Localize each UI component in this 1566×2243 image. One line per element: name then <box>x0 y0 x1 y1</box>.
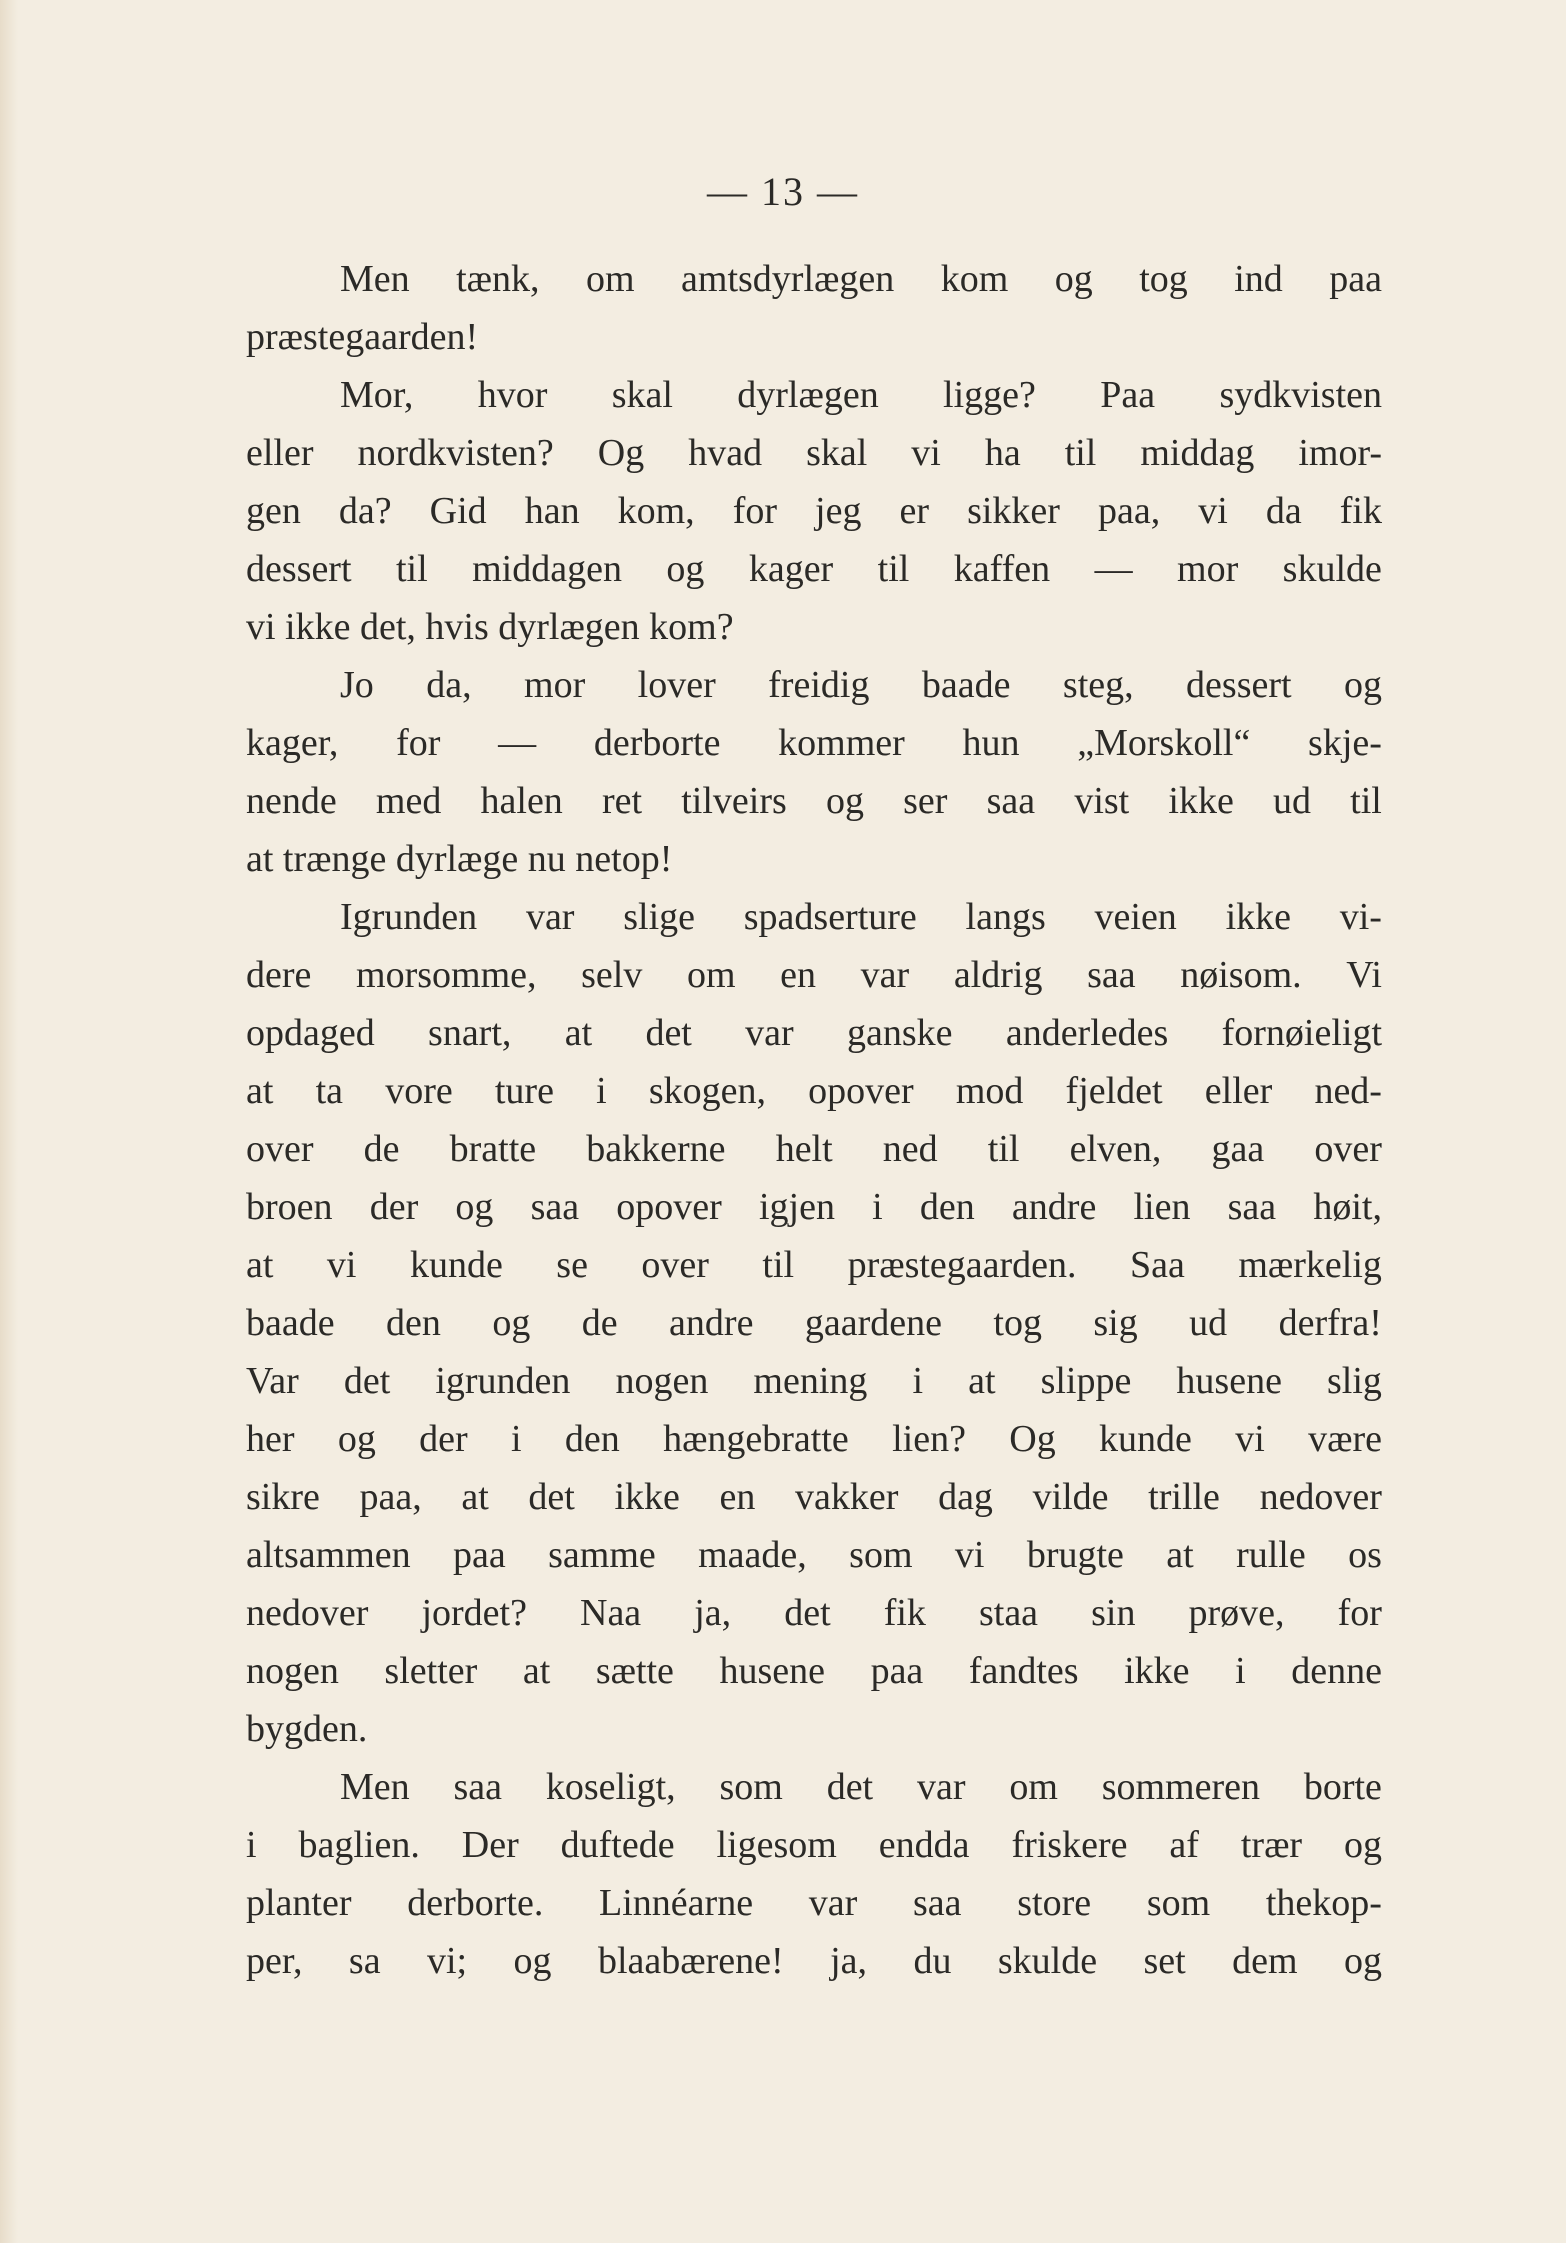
text-line: vi ikke det, hvis dyrlægen kom? <box>246 606 734 648</box>
text-line: broen der og saa opover igjen i den andre lien saa høit, <box>246 1186 1382 1228</box>
text-line: Jo da, mor lover freidig baade steg, dessert og <box>340 664 1382 706</box>
body-text <box>246 250 1382 1990</box>
text-line: planter derborte. Linnéarne var saa store som thekop- <box>246 1882 1382 1924</box>
text-line: at vi kunde se over til præstegaarden. Saa mærkelig <box>246 1244 1382 1286</box>
text-line: bygden. <box>246 1708 368 1750</box>
page-number: — 13 — <box>707 169 859 214</box>
text-line: nogen sletter at sætte husene paa fandtes ikke i denne <box>246 1650 1382 1692</box>
text-line: altsammen paa samme maade, som vi brugte at rulle os <box>246 1534 1382 1576</box>
text-line: Var det igrunden nogen mening i at slippe husene slig <box>246 1360 1382 1402</box>
text-line: at trænge dyrlæge nu netop! <box>246 838 673 880</box>
page-edge <box>0 0 18 2243</box>
text-line: sikre paa, at det ikke en vakker dag vilde trille nedover <box>246 1476 1382 1518</box>
text-line: at ta vore ture i skogen, opover mod fjeldet eller ned- <box>246 1070 1382 1112</box>
text-line: over de bratte bakkerne helt ned til elven, gaa over <box>246 1128 1382 1170</box>
text-line: Men tænk, om amtsdyrlægen kom og tog ind paa <box>340 258 1382 300</box>
text-line: nende med halen ret tilveirs og ser saa vist ikke ud til <box>246 780 1382 822</box>
text-line: opdaged snart, at det var ganske anderledes fornøieligt <box>246 1012 1382 1054</box>
text-line: eller nordkvisten? Og hvad skal vi ha til middag imor- <box>246 432 1382 474</box>
text-line: Igrunden var slige spadserture langs veien ikke vi- <box>340 896 1382 938</box>
text-line: dere morsomme, selv om en var aldrig saa nøisom. Vi <box>246 954 1382 996</box>
text-line: dessert til middagen og kager til kaffen — mor skulde <box>246 548 1382 590</box>
text-line: Men saa koseligt, som det var om sommeren borte <box>340 1766 1382 1808</box>
text-line: kager, for — derborte kommer hun „Morskoll“ skje- <box>246 722 1382 764</box>
text-line: Mor, hvor skal dyrlægen ligge? Paa sydkvisten <box>340 374 1382 416</box>
text-line: baade den og de andre gaardene tog sig ud derfra! <box>246 1302 1382 1344</box>
text-line: per, sa vi; og blaabærene! ja, du skulde set dem og <box>246 1940 1382 1982</box>
text-line: i baglien. Der duftede ligesom endda friskere af trær og <box>246 1824 1382 1866</box>
text-line: præstegaarden! <box>246 316 479 358</box>
text-line: her og der i den hængebratte lien? Og kunde vi være <box>246 1418 1382 1460</box>
text-line: nedover jordet? Naa ja, det fik staa sin prøve, for <box>246 1592 1382 1634</box>
text-line: gen da? Gid han kom, for jeg er sikker paa, vi da fik <box>246 490 1382 532</box>
